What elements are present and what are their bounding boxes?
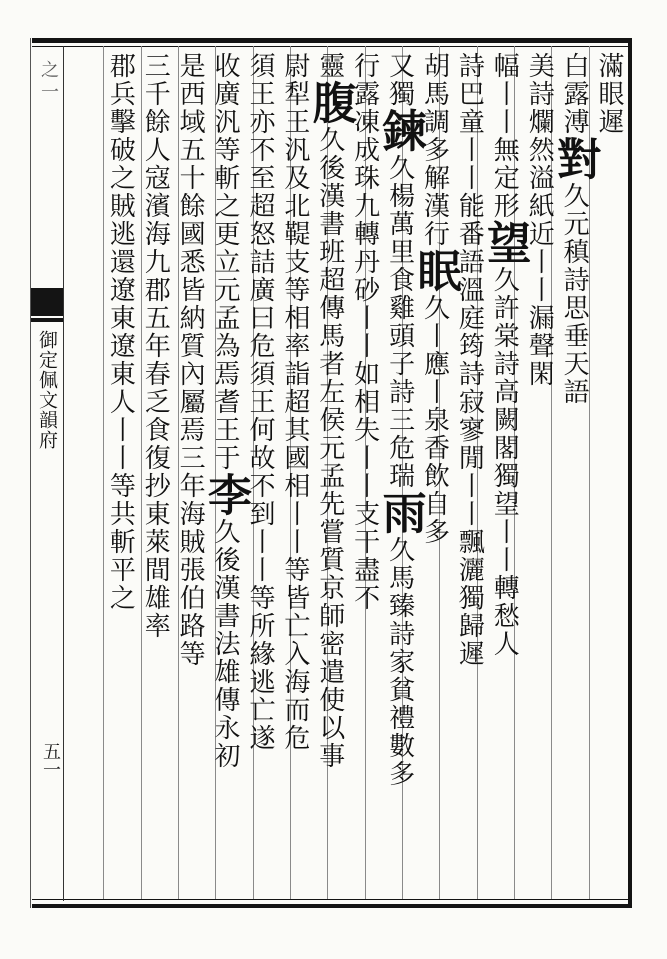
text-column bbox=[549, 52, 601, 897]
text-segment: 尉犁王汎及北鞮支等相率詣超其國相丨丨等皆亡入海而危 bbox=[279, 52, 310, 752]
text-column bbox=[409, 52, 461, 897]
text-column bbox=[277, 52, 312, 897]
text-column bbox=[347, 52, 382, 897]
text-column bbox=[521, 52, 556, 897]
text-segment: 三千餘人寇濱海九郡五年春乏食復抄東萊間雄率 bbox=[140, 52, 171, 640]
text-segment: 近丨丨漏聲閑 bbox=[524, 220, 555, 388]
text-segment: 久元稹詩思垂天語 bbox=[559, 182, 590, 406]
headword: 雨 bbox=[374, 490, 426, 536]
text-segment: 美詩爛然溢紙 bbox=[524, 52, 555, 220]
text-segment: 須王亦不至超怒詰廣曰危須王何故不到丨丨等所緣逃亡遂 bbox=[244, 52, 275, 752]
headword: 腹 bbox=[304, 80, 356, 126]
headword: 望 bbox=[479, 220, 531, 266]
frame-right-border bbox=[628, 38, 632, 908]
text-segment: 滿眼遲 bbox=[594, 52, 624, 136]
text-column bbox=[479, 52, 531, 897]
text-segment: 胡馬調多解漢行 bbox=[419, 52, 450, 248]
text-segment: 靈 bbox=[314, 52, 345, 80]
text-segment: 久後漢書法雄傳永初 bbox=[210, 518, 241, 770]
headword: 眠 bbox=[409, 248, 461, 294]
text-segment: 三年海賊張伯路等 bbox=[175, 444, 206, 668]
headword: 李 bbox=[200, 472, 252, 518]
text-segment: 幅丨丨無定形 bbox=[489, 52, 520, 220]
text-segment: 白露溥 bbox=[559, 52, 590, 136]
text-segment: 溫庭筠詩寂寥閒丨丨飄灑獨歸遲 bbox=[454, 276, 485, 668]
text-segment: 郡兵擊破之賊逃還遼東遼東人丨丨等共斬平之 bbox=[105, 52, 136, 612]
frame-top-border bbox=[32, 38, 632, 43]
headword: 鍊 bbox=[374, 108, 426, 154]
text-segment: 是西域五十餘國悉皆納質內屬焉 bbox=[175, 52, 206, 444]
book-title: 御定佩文韻府 bbox=[36, 330, 58, 450]
text-segment: 行 bbox=[349, 52, 380, 80]
text-segment: 久楊萬里食雞頭子詩三危瑞 bbox=[384, 154, 415, 490]
text-segment: 久許棠詩高闕閣獨望丨丨轉愁人 bbox=[489, 266, 520, 658]
text-segment: 收廣汎等斬之更立元孟為焉耆王于 bbox=[210, 52, 241, 472]
text-column bbox=[374, 52, 426, 897]
page-number: 五一 bbox=[40, 742, 61, 778]
text-segment: 露凍成珠九轉丹砂丨丨如 bbox=[349, 80, 380, 388]
text-segment: 久馬臻詩家貧禮數多 bbox=[384, 536, 415, 788]
text-segment: 久丨應丨泉香飲自多 bbox=[419, 294, 450, 546]
text-column bbox=[304, 52, 356, 897]
text-segment: 相失丨丨支干盡不 bbox=[349, 388, 380, 612]
headword: 對 bbox=[549, 136, 601, 182]
text-column bbox=[451, 52, 486, 897]
frame-bottom-inner-border bbox=[32, 899, 632, 900]
frame-bottom-border bbox=[32, 904, 632, 908]
frame-margin-divider bbox=[63, 46, 64, 901]
fish-tail-mark-lower bbox=[31, 318, 63, 322]
text-column bbox=[137, 52, 172, 897]
text-segment: 又獨 bbox=[384, 52, 415, 108]
frame-top-inner-border bbox=[32, 46, 632, 47]
fish-tail-mark bbox=[31, 288, 63, 316]
text-column bbox=[102, 52, 137, 897]
text-column bbox=[172, 52, 207, 897]
frame-left-border bbox=[30, 38, 31, 908]
margin-top-mark: 之一 bbox=[38, 60, 59, 104]
text-columns bbox=[66, 52, 626, 897]
text-segment: 久後漢書班超傳馬者左侯元孟先嘗質京師密遣使以事 bbox=[314, 126, 345, 770]
text-segment: 詩巴童丨丨能番語 bbox=[454, 52, 485, 276]
text-column bbox=[200, 52, 252, 897]
